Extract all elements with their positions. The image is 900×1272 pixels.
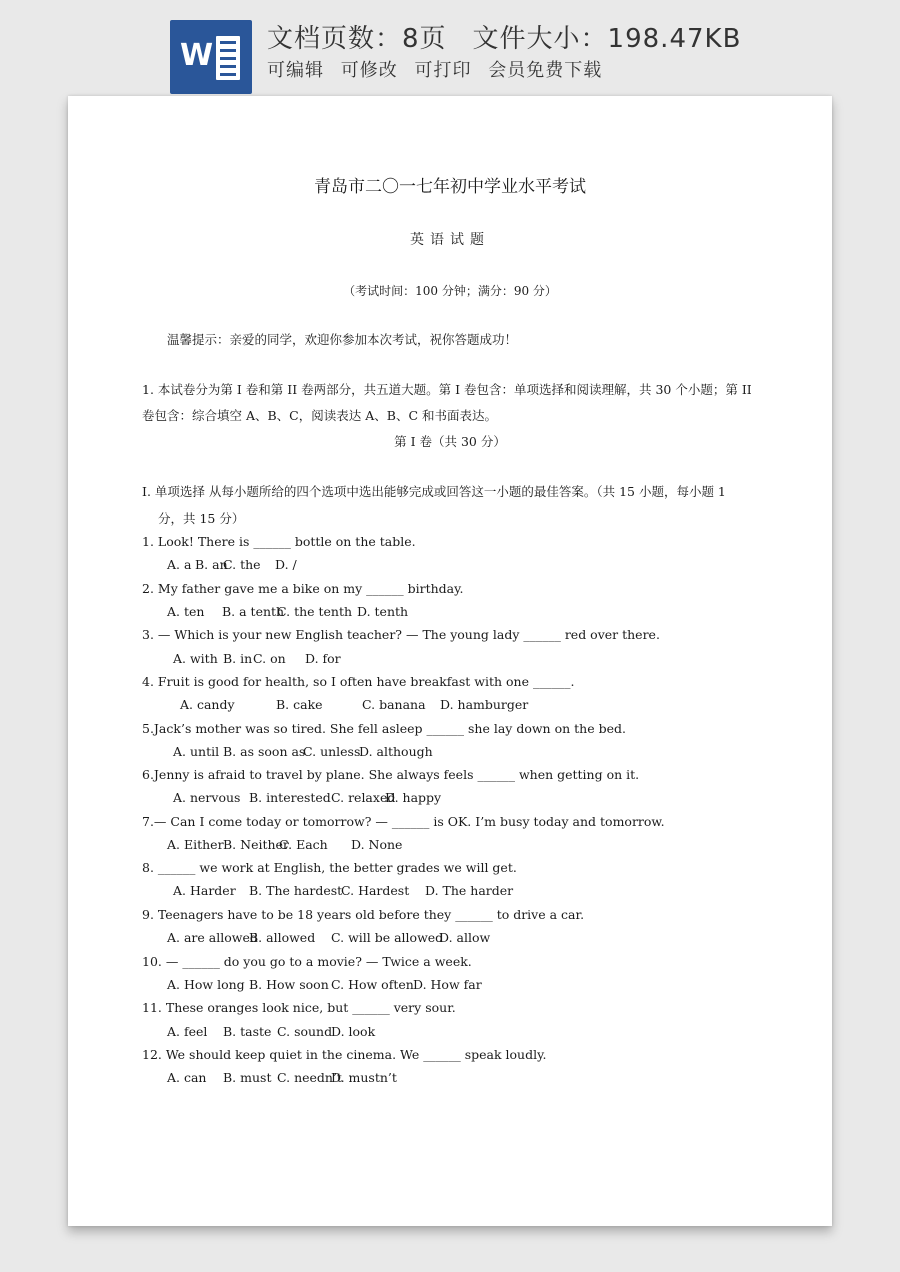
option: D. for	[305, 651, 341, 666]
feature-printable: 可打印	[414, 60, 472, 81]
option: C. the	[223, 557, 261, 572]
options-6	[173, 790, 441, 805]
option: A. are allowed	[167, 930, 258, 945]
option: A. Either	[167, 837, 224, 852]
options-4	[180, 697, 528, 712]
option: B. interested	[249, 790, 331, 805]
option: A. nervous	[173, 790, 241, 805]
question-8: 8. ______ we work at English, the better grades we will get.	[142, 860, 517, 875]
exam-title: 青岛市二〇一七年初中学业水平考试	[314, 177, 586, 197]
word-icon-letter: W	[180, 38, 214, 73]
option: C. the tenth	[277, 604, 353, 619]
options-9	[167, 930, 490, 945]
option: D. /	[275, 557, 297, 572]
option: D. hamburger	[440, 697, 529, 712]
option: A. candy	[180, 697, 235, 712]
option: D. happy	[385, 790, 442, 805]
options-3	[173, 651, 341, 666]
option: B. Neither	[223, 837, 289, 852]
option: D. although	[359, 744, 433, 759]
question-6: 6.Jenny is afraid to travel by plane. She always feels ______ when getting on it.	[142, 767, 640, 782]
options-10	[167, 977, 482, 992]
option: A. a	[167, 557, 192, 572]
option: D. How far	[413, 977, 482, 992]
option: A. How long	[167, 977, 245, 992]
option: C. relaxed	[331, 790, 396, 805]
part-heading: 第 I 卷（共 30 分）	[394, 434, 506, 449]
option: B. cake	[276, 697, 323, 712]
options-11	[167, 1024, 375, 1039]
options-7	[167, 837, 402, 852]
option: C. sound	[277, 1024, 333, 1039]
feature-editable: 可编辑	[267, 60, 324, 81]
document-page	[68, 96, 832, 1226]
note-line-2: 卷包含：综合填空 A、B、C，阅读表达 A、B、C 和书面表达。	[142, 408, 497, 423]
option: C. will be allowed	[331, 930, 444, 945]
option: B. an	[195, 557, 228, 572]
feature-member-download: 会员免费下载	[488, 60, 603, 81]
options-1	[167, 557, 297, 572]
option: A. Harder	[173, 883, 236, 898]
options-8	[173, 883, 513, 898]
exam-info: （考试时间：100 分钟；满分：90 分）	[343, 284, 557, 298]
option: B. How soon	[249, 977, 329, 992]
option: B. The hardest	[249, 883, 343, 898]
file-meta	[267, 18, 741, 55]
option: D. tenth	[357, 604, 409, 619]
option: A. feel	[167, 1024, 208, 1039]
question-1: 1. Look! There is ______ bottle on the table.	[142, 534, 416, 549]
exam-subtitle: 英语试题	[410, 232, 490, 248]
options-2	[167, 604, 408, 619]
question-9: 9. Teenagers have to be 18 years old before they ______ to drive a car.	[142, 907, 585, 922]
option: B. in	[223, 651, 253, 666]
option: D. mustn’t	[331, 1070, 397, 1085]
file-size: 文件大小：198.47KB	[472, 24, 742, 54]
document-lines-icon	[216, 36, 240, 80]
option: C. needn’t	[277, 1070, 342, 1085]
page-count: 文档页数：8页	[267, 24, 447, 54]
word-document-icon	[170, 20, 252, 94]
question-12: 12. We should keep quiet in the cinema. We ______ speak loudly.	[142, 1047, 547, 1062]
question-2: 2. My father gave me a bike on my ______ birthday.	[142, 581, 464, 596]
option: C. Each	[279, 837, 328, 852]
option: C. banana	[362, 697, 426, 712]
section-heading-line-1: I. 单项选择 从每小题所给的四个选项中选出能够完成或回答这一小题的最佳答案。（共 15 小题，每小题 1	[142, 484, 726, 499]
options-12	[167, 1070, 397, 1085]
option: C. unless	[303, 744, 361, 759]
question-7: 7.— Can I come today or tomorrow? — ______ is OK. I’m busy today and tomorrow.	[142, 814, 665, 829]
option: A. until	[173, 744, 220, 759]
options-5	[173, 744, 433, 759]
greeting: 温馨提示：亲爱的同学，欢迎你参加本次考试，祝你答题成功！	[167, 332, 518, 347]
download-banner	[0, 0, 900, 96]
question-3: 3. — Which is your new English teacher? — The young lady ______ red over there.	[142, 627, 660, 642]
option: D. The harder	[425, 883, 514, 898]
option: C. Hardest	[341, 883, 410, 898]
question-11: 11. These oranges look nice, but ______ very sour.	[142, 1000, 456, 1015]
option: D. look	[331, 1024, 376, 1039]
option: B. as soon as	[223, 744, 306, 759]
option: D. allow	[439, 930, 491, 945]
option: B. must	[223, 1070, 272, 1085]
option: D. None	[351, 837, 403, 852]
option: B. taste	[223, 1024, 272, 1039]
section-heading-line-2: 分，共 15 分）	[158, 511, 245, 526]
question-10: 10. — ______ do you go to a movie? — Twice a week.	[142, 954, 472, 969]
option: A. ten	[167, 604, 205, 619]
feature-list	[267, 56, 612, 82]
option: B. a tenth	[222, 604, 285, 619]
option: C. How often	[331, 977, 414, 992]
feature-modifiable: 可修改	[340, 60, 398, 81]
option: C. on	[253, 651, 286, 666]
option: A. with	[173, 651, 218, 666]
question-4: 4. Fruit is good for health, so I often have breakfast with one ______.	[142, 674, 575, 689]
option: A. can	[167, 1070, 207, 1085]
question-5: 5.Jack’s mother was so tired. She fell asleep ______ she lay down on the bed.	[142, 721, 626, 736]
note-line-1: 1. 本试卷分为第 I 卷和第 II 卷两部分，共五道大题。第 I 卷包含：单项选择和阅读理解，共 30 个小题；第 II	[142, 382, 752, 397]
option: B. allowed	[249, 930, 316, 945]
